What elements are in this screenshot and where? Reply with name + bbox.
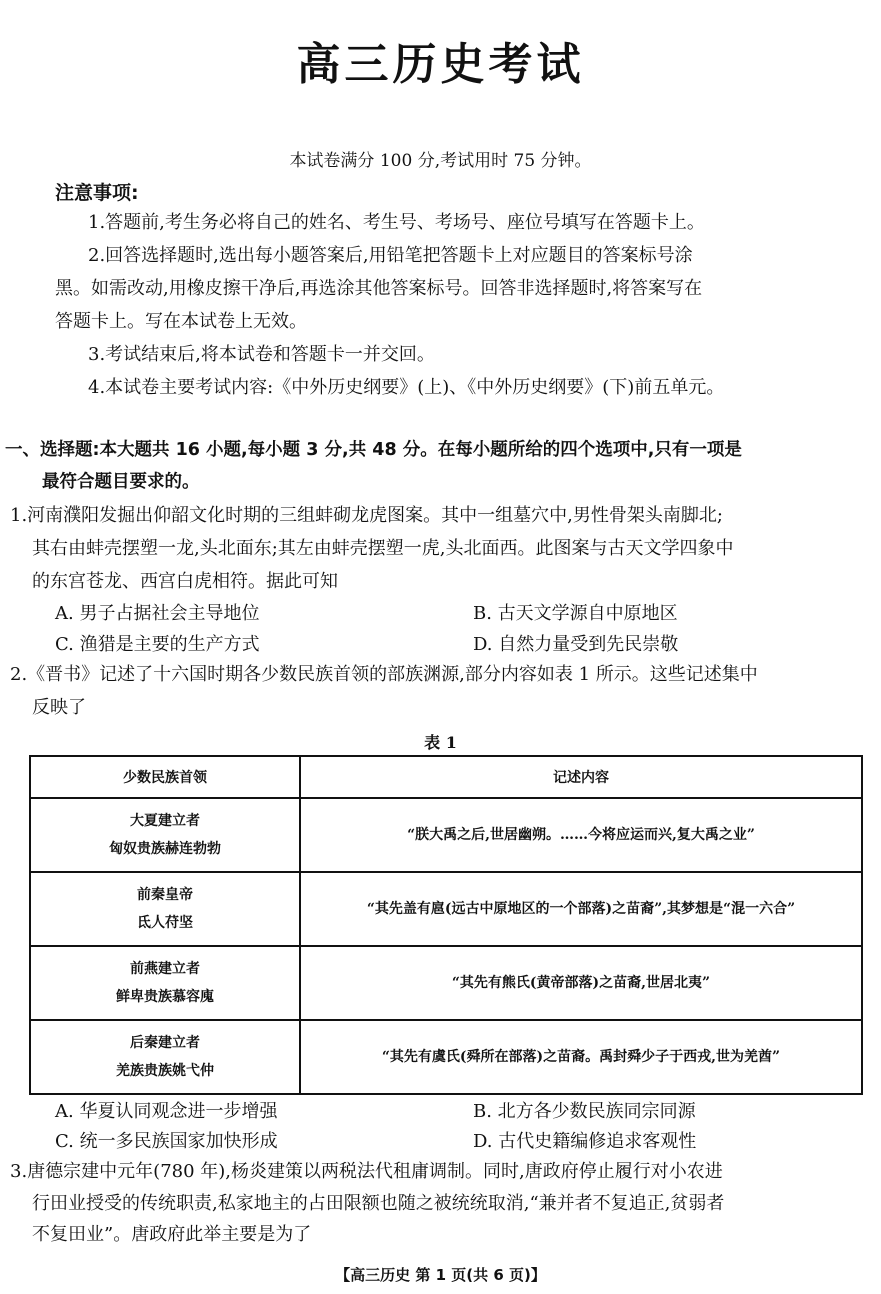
question-2-stem: 反映了 bbox=[32, 697, 86, 718]
option-b: B. 古天文学源自中原地区 bbox=[473, 603, 678, 624]
leader-cell bbox=[30, 798, 300, 872]
leader-name: 氐人苻坚 bbox=[137, 915, 193, 931]
option-a: A. 华夏认同观念进一步增强 bbox=[55, 1101, 278, 1122]
table-row bbox=[30, 1020, 862, 1094]
question-1-stem: 1.河南濮阳发掘出仰韶文化时期的三组蚌砌龙虎图案。其中一组墓穴中,男性骨架头南脚北; bbox=[10, 505, 723, 526]
leader-name: 羌族贵族姚弋仲 bbox=[116, 1063, 214, 1079]
option-d: D. 自然力量受到先民崇敬 bbox=[473, 634, 679, 655]
option-d: D. 古代史籍编修追求客观性 bbox=[473, 1131, 697, 1152]
content-cell: “朕大禹之后,世居幽朔。……今将应运而兴,复大禹之业” bbox=[300, 798, 862, 872]
question-3-stem: 行田业授受的传统职责,私家地主的占田限额也随之被统统取消,“兼并者不复追正,贫弱者 bbox=[32, 1193, 725, 1214]
question-3-stem: 不复田业”。唐政府此举主要是为了 bbox=[32, 1224, 312, 1245]
table-row bbox=[30, 798, 862, 872]
content-cell: “其先有虞氏(舜所在部落)之苗裔。禹封舜少子于西戎,世为羌酋” bbox=[300, 1020, 862, 1094]
exam-subtitle: 本试卷满分 100 分,考试用时 75 分钟。 bbox=[289, 151, 592, 171]
column-header: 记述内容 bbox=[300, 756, 862, 798]
leader-title: 大夏建立者 bbox=[130, 813, 200, 829]
table-row bbox=[30, 872, 862, 946]
section-heading: 最符合题目要求的。 bbox=[42, 472, 200, 492]
leader-cell bbox=[30, 946, 300, 1020]
question-1-stem: 的东宫苍龙、西宫白虎相符。据此可知 bbox=[32, 571, 338, 592]
table-1 bbox=[29, 755, 863, 1095]
content-cell: “其先盖有扈(远古中原地区的一个部落)之苗裔”,其梦想是“混一六合” bbox=[300, 872, 862, 946]
exam-title: 高三历史考试 bbox=[296, 39, 585, 90]
notice-line: 答题卡上。写在本试卷上无效。 bbox=[55, 311, 307, 332]
notice-line: 1.答题前,考生务必将自己的姓名、考生号、考场号、座位号填写在答题卡上。 bbox=[88, 212, 705, 233]
table-row bbox=[30, 946, 862, 1020]
option-c: C. 统一多民族国家加快形成 bbox=[55, 1131, 278, 1152]
option-a: A. 男子占据社会主导地位 bbox=[55, 603, 260, 624]
notice-line: 黑。如需改动,用橡皮擦干净后,再选涂其他答案标号。回答非选择题时,将答案写在 bbox=[55, 278, 703, 299]
leader-name: 鲜卑贵族慕容廆 bbox=[116, 989, 214, 1005]
question-1-stem: 其右由蚌壳摆塑一龙,头北面东;其左由蚌壳摆塑一虎,头北面西。此图案与古天文学四象中 bbox=[32, 538, 734, 559]
leader-title: 前秦皇帝 bbox=[137, 887, 193, 903]
section-heading: 一、选择题:本大题共 16 小题,每小题 3 分,共 48 分。在每小题所给的四个选项中,只有一项是 bbox=[5, 440, 742, 460]
leader-name: 匈奴贵族赫连勃勃 bbox=[109, 841, 221, 857]
question-3-stem: 3.唐德宗建中元年(780 年),杨炎建策以两税法代租庸调制。同时,唐政府停止履行对小农进 bbox=[10, 1161, 723, 1182]
leader-cell bbox=[30, 1020, 300, 1094]
option-b: B. 北方各少数民族同宗同源 bbox=[473, 1101, 696, 1122]
leader-title: 前燕建立者 bbox=[130, 961, 200, 977]
notice-heading: 注意事项: bbox=[55, 182, 139, 204]
table-caption: 表 1 bbox=[424, 733, 457, 752]
notice-line: 2.回答选择题时,选出每小题答案后,用铅笔把答题卡上对应题目的答案标号涂 bbox=[88, 245, 693, 266]
notice-line: 4.本试卷主要考试内容:《中外历史纲要》(上)、《中外历史纲要》(下)前五单元。 bbox=[88, 377, 725, 398]
leader-cell bbox=[30, 872, 300, 946]
content-cell: “其先有熊氏(黄帝部落)之苗裔,世居北夷” bbox=[300, 946, 862, 1020]
leader-title: 后秦建立者 bbox=[130, 1035, 200, 1051]
option-c: C. 渔猎是主要的生产方式 bbox=[55, 634, 260, 655]
table-header-row bbox=[30, 756, 862, 798]
question-2-stem: 2.《晋书》记述了十六国时期各少数民族首领的部族渊源,部分内容如表 1 所示。这些记述集中 bbox=[10, 664, 758, 685]
page-footer: 【高三历史 第 1 页(共 6 页)】 bbox=[335, 1266, 546, 1284]
notice-line: 3.考试结束后,将本试卷和答题卡一并交回。 bbox=[88, 344, 435, 365]
column-header: 少数民族首领 bbox=[30, 756, 300, 798]
